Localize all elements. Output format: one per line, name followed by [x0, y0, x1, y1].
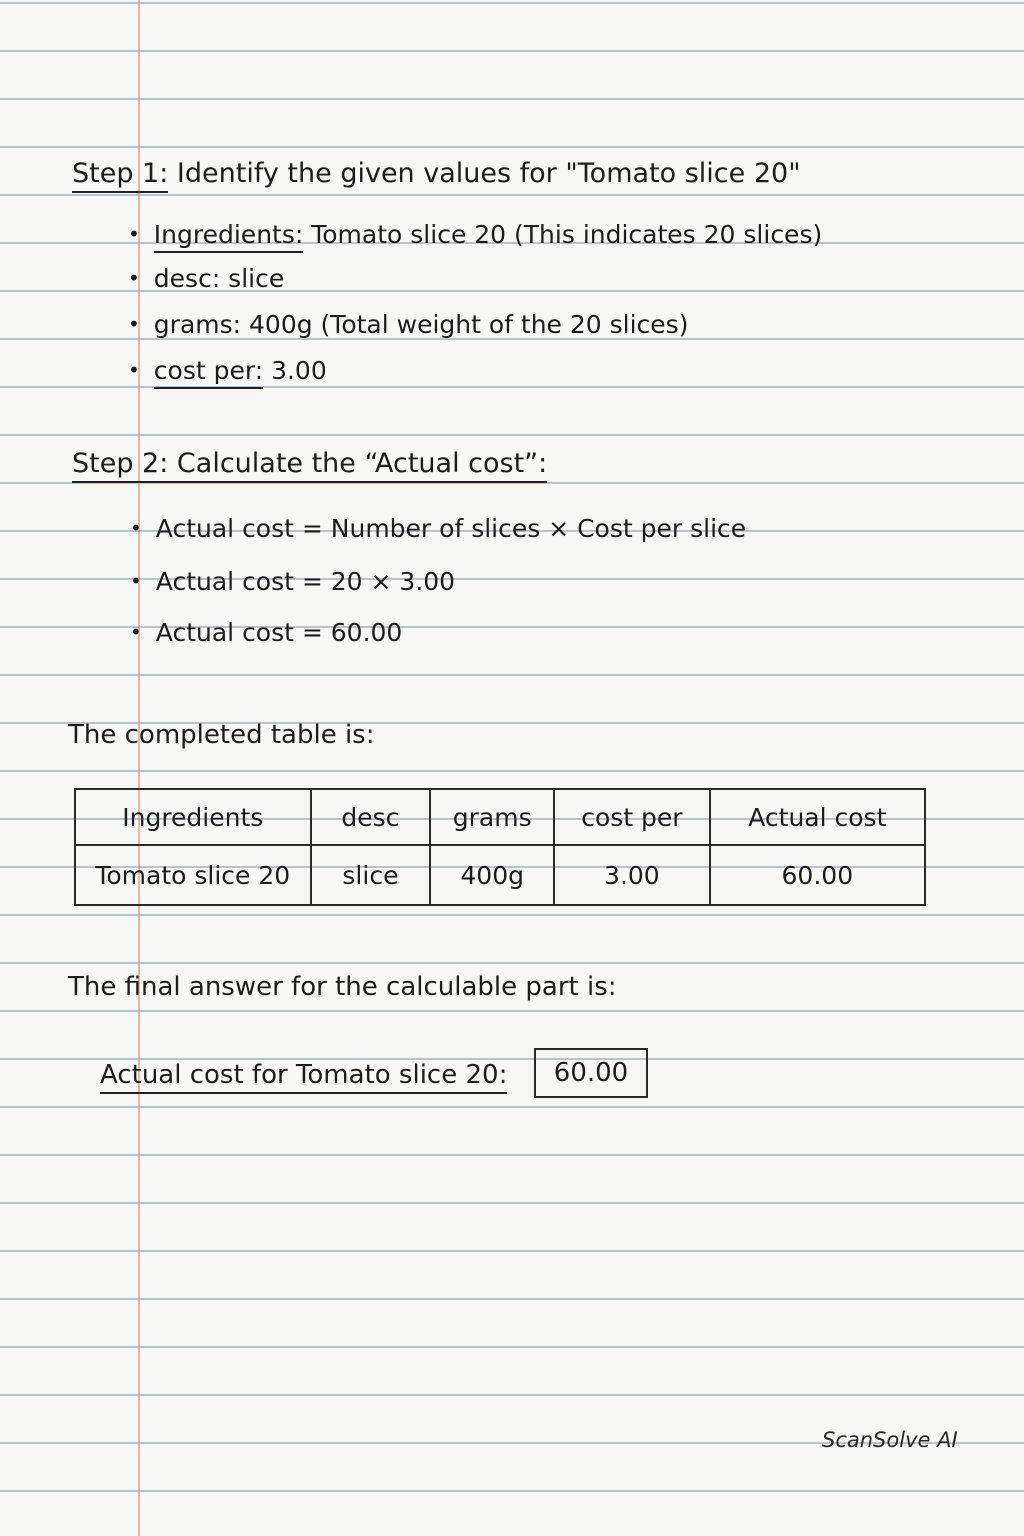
- header-cell-cost-per: cost per: [554, 789, 710, 845]
- bullet-text-grams: grams: 400g (Total weight of the 20 slices): [153, 310, 689, 339]
- cell-actual-cost: 60.00: [710, 845, 925, 905]
- step2-heading: [72, 448, 547, 479]
- bullet-dot: •: [130, 569, 142, 593]
- step1-bullet-cost-per: [128, 356, 327, 385]
- table-intro: The completed table is:: [68, 720, 375, 750]
- bullet-dot: •: [130, 516, 142, 540]
- bullet-dot: •: [128, 312, 140, 336]
- final-answer-label-text: Actual cost for Tomato slice 20:: [100, 1060, 507, 1094]
- bullet-dot: •: [128, 358, 140, 382]
- calc-line: Actual cost = 20 × 3.00: [155, 567, 456, 596]
- step2-line-3: [130, 618, 402, 647]
- bullet-text-desc: desc: slice: [153, 264, 285, 293]
- step1-heading: [72, 158, 801, 189]
- final-answer-intro: The final answer for the calculable part is:: [68, 972, 617, 1002]
- calc-line: Actual cost = Number of slices × Cost per slice: [155, 514, 747, 543]
- final-answer-box: 60.00: [534, 1048, 648, 1098]
- step1-bullet-desc: [128, 264, 284, 293]
- header-cell-desc: desc: [311, 789, 431, 845]
- bullet-dot: •: [130, 620, 142, 644]
- bullet-label-cost-per: cost per:: [154, 356, 263, 389]
- bullet-dot: •: [128, 222, 140, 246]
- bullet-value-cost-per: 3.00: [263, 356, 327, 385]
- step1-bullet-ingredients: [128, 220, 822, 249]
- bullet-label-ingredients: Ingredients:: [154, 220, 304, 253]
- bullet-value-ingredients: Tomato slice 20 (This indicates 20 slices): [303, 220, 823, 249]
- header-cell-grams: grams: [430, 789, 554, 845]
- scansolve-watermark: ScanSolve AI: [822, 1428, 958, 1452]
- final-answer-label: [100, 1060, 507, 1090]
- step2-line-2: [130, 567, 455, 596]
- table-row: [75, 845, 925, 905]
- table-header-row: [75, 789, 925, 845]
- step1-title: Identify the given values for "Tomato slice 20": [168, 158, 801, 189]
- cell-grams: 400g: [430, 845, 554, 905]
- bullet-dot: •: [128, 266, 140, 290]
- cell-desc: slice: [311, 845, 431, 905]
- header-cell-ingredients: Ingredients: [75, 789, 311, 845]
- calc-line: Actual cost = 60.00: [155, 618, 403, 647]
- cell-ingredients: Tomato slice 20: [75, 845, 311, 905]
- step1-bullet-grams: [128, 310, 688, 339]
- step1-prefix: Step 1:: [72, 158, 168, 193]
- cell-cost-per: 3.00: [554, 845, 710, 905]
- header-cell-actual-cost: Actual cost: [710, 789, 925, 845]
- step2-title: Step 2: Calculate the “Actual cost”:: [72, 448, 547, 483]
- completed-table: [74, 788, 926, 906]
- step2-line-1: [130, 514, 746, 543]
